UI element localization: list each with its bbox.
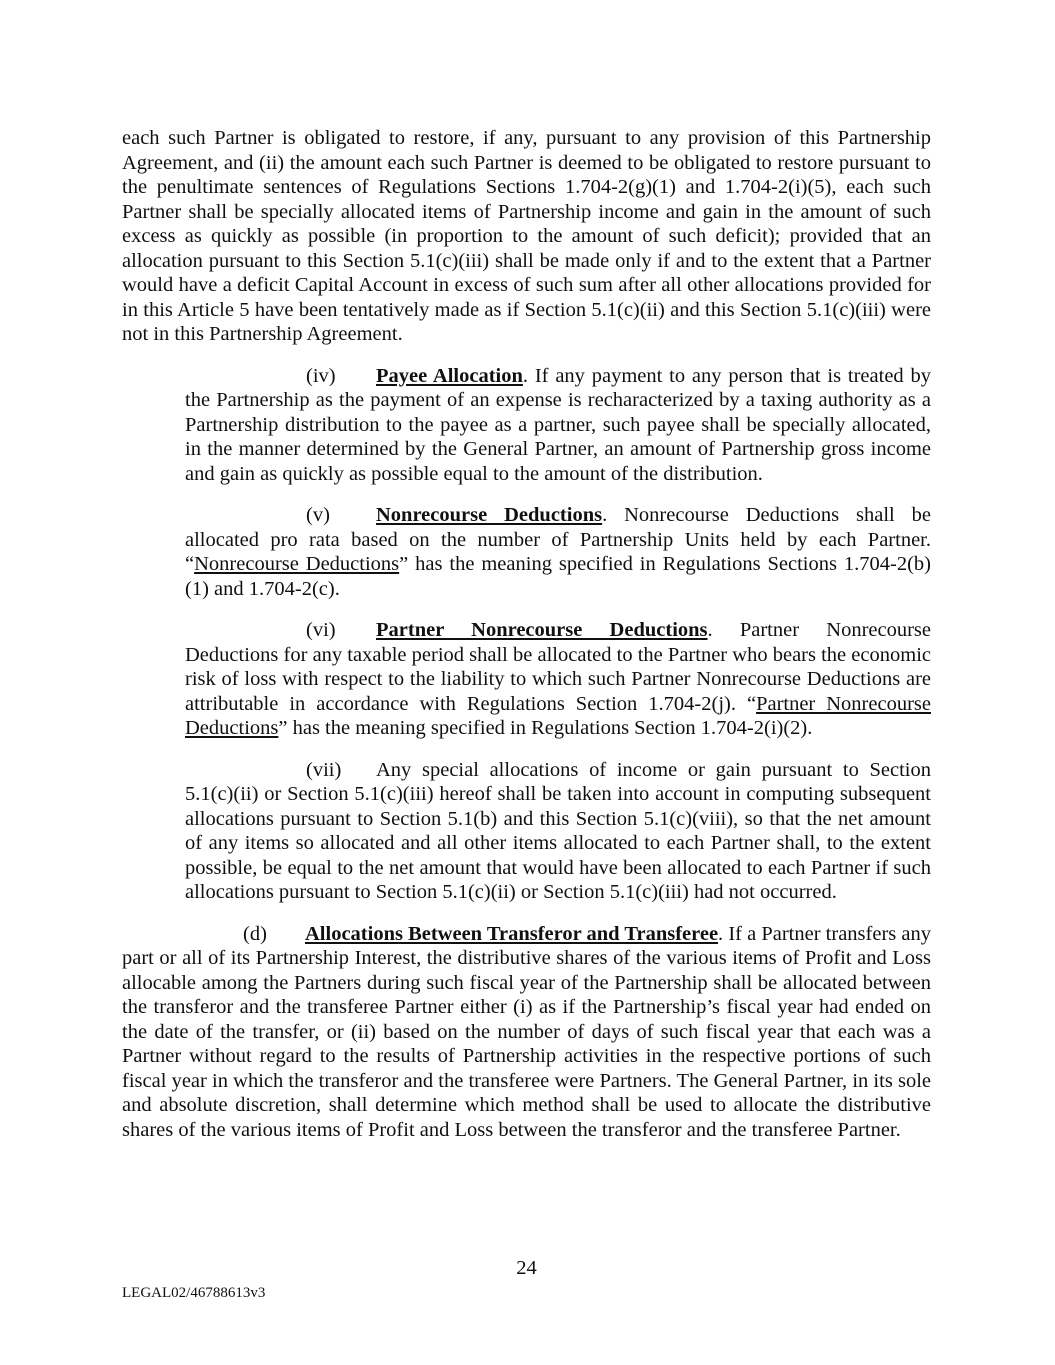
clause-body-vi-part1: Partner Nonrecourse Deductions for any taxable period shall be allocated to the Partner who bears the economic risk of loss with respect to the liability to which such Partner Nonrecourse Deductions are attributable in accordance with Regulations Section 1.704-2(j). “ [185, 619, 932, 715]
paragraph-vi [185, 618, 931, 741]
defined-term-partner-nonrecourse-deductions: Partner Nonrecourse Deductions [185, 692, 931, 739]
clause-heading-partner-nonrecourse-deductions: Partner Nonrecourse Deductions [376, 619, 708, 641]
clause-heading-separator: . [602, 504, 625, 526]
document-body [122, 126, 931, 1159]
clause-body-v-part2: ” has the meaning specified in Regulations Sections 1.704-2(b)(1) and 1.704-2(c). [185, 553, 931, 600]
clause-number-vi: (vi) [306, 619, 336, 641]
paragraph-iii-continuation: each such Partner is obligated to restore, if any, pursuant to any provision of this Partnership Agreement, and (ii) the amount each such Partner is deemed to be obligated to restore pursuant to the penultimate sentences of Regulations Sections 1.704-2(g)(1) and 1.704-2(i)(5), each such Partner shall be specially allocated items of Partnership income and gain in the amount of such excess as quickly as possible (in proportion to the amount of such deficit); provided that an allocation pursuant to this Section 5.1(c)(iii) shall be made only if and to the extent that a Partner would have a deficit Capital Account in excess of such sum after all other allocations provided for in this Article 5 have been tentatively made as if Section 5.1(c)(ii) and this Section 5.1(c)(iii) were not in this Partnership Agreement. [122, 127, 931, 345]
clause-body-vii: Any special allocations of income or gain pursuant to Section 5.1(c)(ii) or Section 5.1(c)(iii) hereof shall be taken into account in computing subsequent allocations pursuant to Section 5.1(b) and this Section 5.1(c)(viii), so that the net amount of any items so allocated and all other items allocated to each Partner shall, to the extent possible, be equal to the net amount that would have been allocated to each Partner if such allocations pursuant to Section 5.1(c)(ii) or Section 5.1(c)(iii) had not occurred. [185, 758, 931, 903]
clause-heading-allocations-transferor-transferee: Allocations Between Transferor and Transferee [305, 922, 719, 945]
clause-heading-separator: . [707, 619, 740, 641]
clause-number-vii: (vii) [306, 758, 342, 781]
paragraph-vii [185, 758, 931, 905]
clause-heading-payee-allocation: Payee Allocation [376, 364, 523, 387]
clause-heading-separator: . [718, 922, 729, 945]
paragraph-iv [185, 364, 931, 487]
document-id-footer: LEGAL02/46788613v3 [122, 1285, 266, 1301]
clause-body-vi-part2: ” has the meaning specified in Regulations Section 1.704-2(i)(2). [278, 717, 813, 739]
paragraph-d [122, 922, 931, 1143]
clause-heading-nonrecourse-deductions: Nonrecourse Deductions [376, 504, 603, 526]
clause-body-d: If a Partner transfers any part or all of its Partnership Interest, the distributive shares of the various items of Profit and Loss allocable among the Partners during such fiscal year of the Partnership shall be allocated between the transferor and the transferee Partner either (i) as if the Partnership’s fiscal year had ended on the date of the transfer, or (ii) based on the number of days of such fiscal year that each was a Partner without regard to the results of Partnership activities in the respective portions of such fiscal year in which the transferor and the transferee were Partners. The General Partner, in its sole and absolute discretion, shall determine which method shall be used to allocate the distributive shares of the various items of Profit and Loss between the transferor and the transferee Partner. [122, 922, 931, 1141]
page-number: 24 [516, 1257, 537, 1279]
clause-body-iv: If any payment to any person that is treated by the Partnership as the payment of an expense is recharacterized by a taxing authority as a Partnership distribution to the payee as a partner, such payee shall be specially allocated, in the manner determined by the General Partner, an amount of Partnership gross income and gain as quickly as possible equal to the amount of the distribution. [185, 364, 932, 485]
paragraph-v [185, 503, 931, 601]
clause-heading-separator: . [522, 364, 535, 387]
defined-term-nonrecourse-deductions: Nonrecourse Deductions [194, 553, 400, 575]
clause-number-d: (d) [243, 922, 267, 945]
clause-body-v-part1: Nonrecourse Deductions shall be allocated pro rata based on the number of Partnership Units held by each Partner. “ [185, 504, 931, 575]
clause-number-v: (v) [306, 504, 330, 526]
clause-number-iv: (iv) [306, 364, 336, 387]
